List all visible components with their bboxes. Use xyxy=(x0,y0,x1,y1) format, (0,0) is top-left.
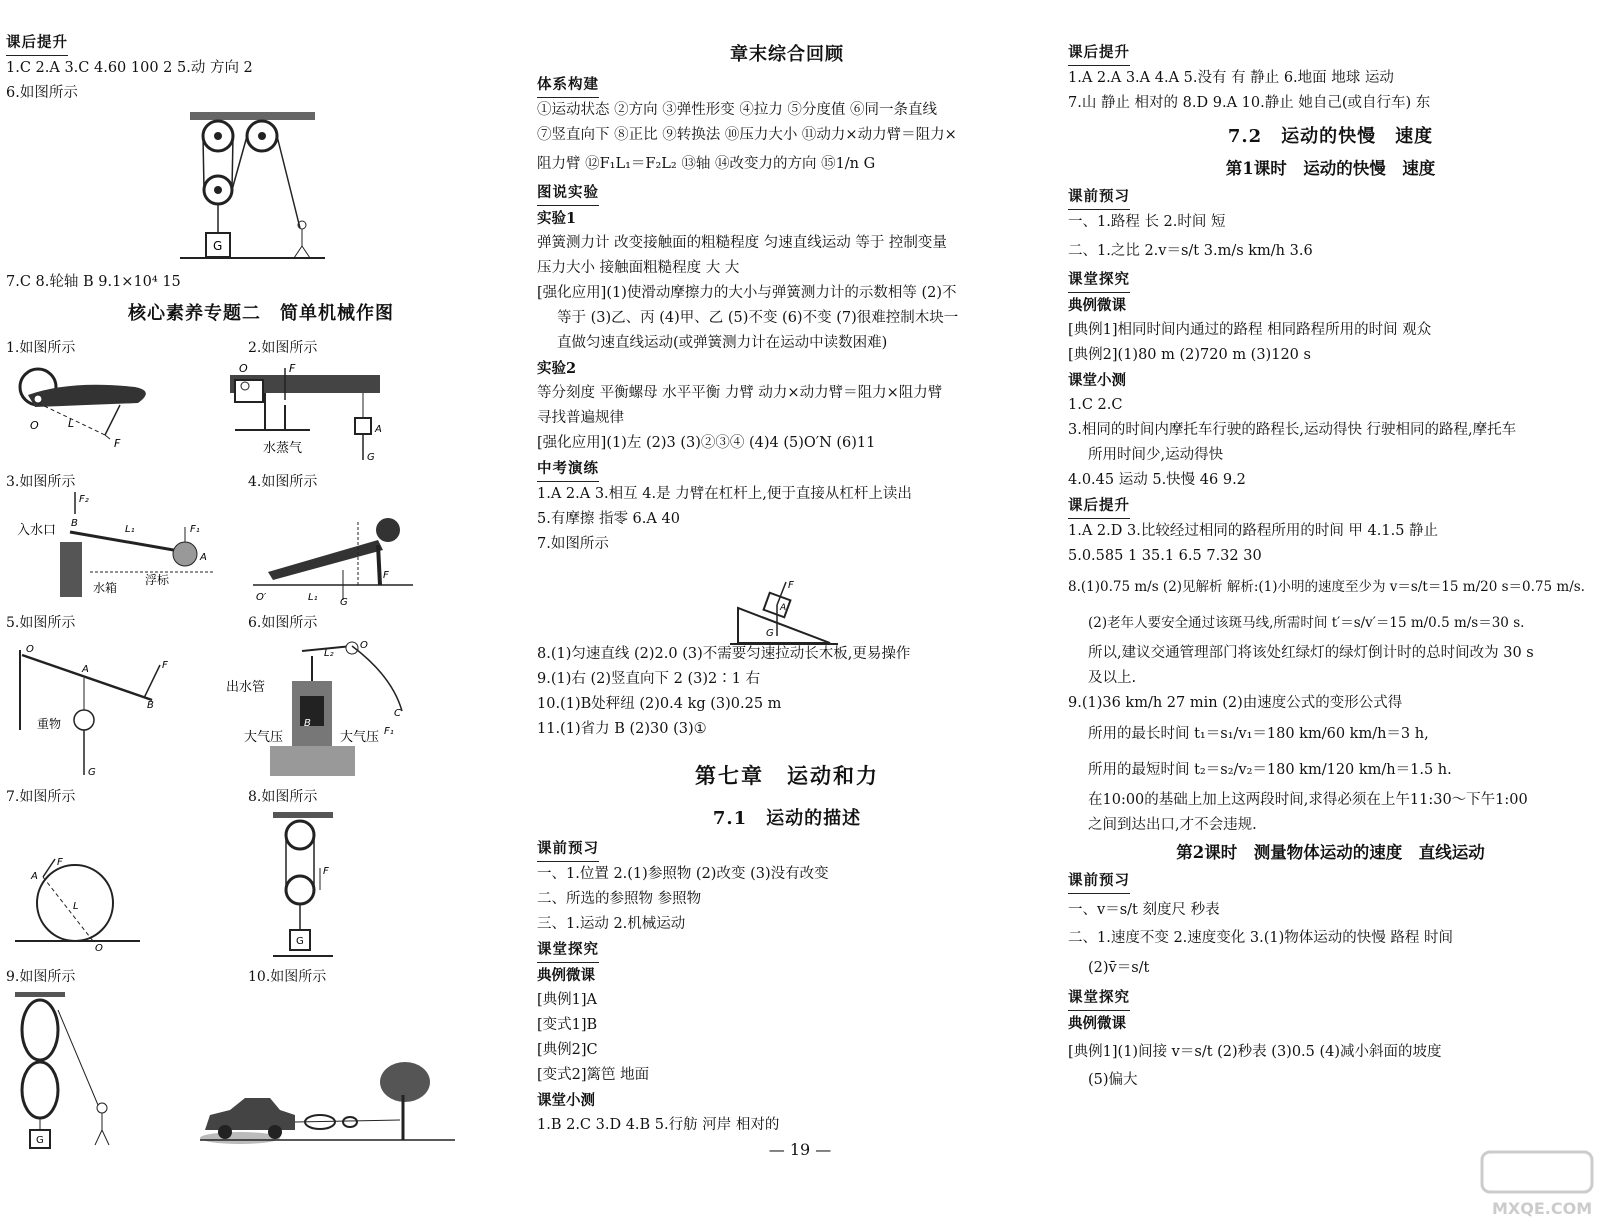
force-f1-label: F₁ xyxy=(384,726,394,737)
answer-line: 11.(1)省力 B (2)30 (3)① xyxy=(537,721,707,737)
point-a-label: A xyxy=(780,603,787,613)
answer-line: 所用的最短时间 t₂＝s₂/v₂＝180 km/120 km/h＝1.5 h. xyxy=(1088,762,1452,778)
answer-line: [变式2]篱笆 地面 xyxy=(537,1067,650,1083)
pivot-label: O′ xyxy=(256,592,267,603)
force-label: F xyxy=(383,570,389,581)
weight-label: G xyxy=(367,452,375,463)
section-tag: 课前预习 xyxy=(537,836,599,862)
chapter-title: 第七章 运动和力 xyxy=(695,763,879,788)
answer-line: 7.如图所示 xyxy=(537,536,609,552)
arm-l2-label: L₂ xyxy=(324,648,334,659)
float-label: 浮标 xyxy=(145,573,170,587)
answer-line: [典例2]C xyxy=(537,1042,598,1058)
subsection-label: 典例微课 xyxy=(1068,1015,1126,1032)
force-label: F xyxy=(323,866,329,877)
section-tag: 课后提升 xyxy=(6,30,68,56)
answer-line: 5.有摩擦 指零 6.A 40 xyxy=(537,511,680,527)
answer-line: [典例1]相同时间内通过的路程 相同路程所用的时间 观众 xyxy=(1068,322,1432,338)
section-tag: 课后提升 xyxy=(1068,40,1130,66)
figure-caption: 6.如图所示 xyxy=(248,615,318,631)
section-tag: 体系构建 xyxy=(537,72,599,98)
answer-line: 三、1.运动 2.机械运动 xyxy=(537,916,686,932)
answer-line: 1.B 2.C 3.D 4.B 5.行舫 河岸 相对的 xyxy=(537,1117,780,1133)
section-tag: 课堂探究 xyxy=(537,937,599,963)
answer-line: 压力大小 接触面粗糙程度 大 大 xyxy=(537,260,740,276)
outlet-label: 出水管 xyxy=(226,680,266,695)
answer-line: [强化应用](1)使滑动摩擦力的大小与弹簧测力计的示数相等 (2)不 xyxy=(537,285,957,301)
point-a-label: A xyxy=(31,871,38,882)
answer-line: 一、1.位置 2.(1)参照物 (2)改变 (3)没有改变 xyxy=(537,866,829,882)
force-label: F xyxy=(289,362,296,375)
answer-line: [典例1]A xyxy=(537,992,598,1008)
figure-caption: 4.如图所示 xyxy=(248,474,318,490)
tank-label: 水箱 xyxy=(93,581,118,595)
water-tank-figure xyxy=(15,492,225,602)
weight-label: G xyxy=(296,936,304,947)
section-title: 7.2 运动的快慢 速度 xyxy=(1227,126,1434,147)
weight-label: G xyxy=(88,767,96,778)
section-tag: 课前预习 xyxy=(1068,184,1130,210)
door-handle-figure xyxy=(10,365,170,450)
answer-line: 二、所选的参照物 参照物 xyxy=(537,891,702,907)
steam-label: 水蒸气 xyxy=(263,441,303,456)
weight-label: G xyxy=(766,628,774,639)
answer-line: 9.(1)右 (2)竖直向下 2 (3)2∶1 右 xyxy=(537,671,761,687)
watermark-text: MXQE.COM xyxy=(1492,1199,1593,1218)
lesson-title: 第1课时 运动的快慢 速度 xyxy=(1225,159,1436,178)
incline-block-figure xyxy=(730,578,840,650)
answer-line: [强化应用](1)左 (2)3 (3)②③④ (4)4 (5)O′N (6)11 xyxy=(537,435,876,451)
answer-line: (5)偏大 xyxy=(1088,1072,1138,1088)
answer-line: 3.相同的时间内摩托车行驶的路程长,运动得快 行驶相同的路程,摩托车 xyxy=(1068,422,1517,438)
arm-label: L xyxy=(73,901,79,912)
answer-line: 9.(1)36 km/h 27 min (2)由速度公式的变形公式得 xyxy=(1068,695,1403,711)
answer-line: 弹簧测力计 改变接触面的粗糙程度 匀速直线运动 等于 控制变量 xyxy=(537,235,947,251)
force-label: F xyxy=(162,660,168,671)
pulley-system-figure xyxy=(180,108,330,268)
answer-line: 4.0.45 运动 5.快慢 46 9.2 xyxy=(1068,472,1246,488)
answer-line: 及以上. xyxy=(1088,670,1137,686)
lever-weight-figure xyxy=(12,640,192,785)
atm-label-right: 大气压 xyxy=(340,730,380,745)
subsection-label: 课堂小测 xyxy=(537,1092,595,1109)
section-title: 7.1 运动的描述 xyxy=(712,808,862,829)
answer-line: 5.0.585 1 35.1 6.5 7.32 30 xyxy=(1068,548,1262,564)
figure-caption: 10.如图所示 xyxy=(248,969,327,985)
answer-line: 所用时间少,运动得快 xyxy=(1088,447,1224,463)
section-tag: 课堂探究 xyxy=(1068,267,1130,293)
answer-line: 一、v＝s/t 刻度尺 秒表 xyxy=(1068,902,1220,918)
answer-line: 6.如图所示 xyxy=(6,85,78,101)
car-tree-figure xyxy=(200,1060,460,1145)
pivot-label: O xyxy=(30,419,39,432)
answer-line: ⑦竖直向下 ⑧正比 ⑨转换法 ⑩压力大小 ⑪动力×动力臂＝阻力× xyxy=(537,127,957,143)
answer-line: 7.C 8.轮轴 B 9.1×10⁴ 15 xyxy=(6,274,181,290)
section-tag: 课堂探究 xyxy=(1068,985,1130,1011)
answer-line: 1.A 2.A 3.A 4.A 5.没有 有 静止 6.地面 地球 运动 xyxy=(1068,70,1394,86)
answer-line: 8.(1)匀速直线 (2)2.0 (3)不需要匀速拉动长木板,更易操作 xyxy=(537,646,911,662)
pushup-figure xyxy=(248,500,418,605)
force-f2-label: F₂ xyxy=(79,494,89,505)
answer-line: [典例1](1)间接 v＝s/t (2)秒表 (3)0.5 (4)减小斜面的坡度 xyxy=(1068,1044,1442,1060)
answer-line: 在10:00的基础上加上这两段时间,求得必须在上午11:30～下午1:00 xyxy=(1088,792,1528,808)
figure-caption: 3.如图所示 xyxy=(6,474,76,490)
point-a-label: A xyxy=(375,424,382,435)
section-tag: 图说实验 xyxy=(537,180,599,206)
hanging-pulleys-figure xyxy=(268,810,338,960)
figure-caption: 2.如图所示 xyxy=(248,340,318,356)
answer-line: [变式1]B xyxy=(537,1017,598,1033)
experiment-label: 实验1 xyxy=(537,210,577,227)
rolling-wheel-figure xyxy=(15,855,145,955)
arm-label: L xyxy=(68,417,75,430)
weight-label: G xyxy=(340,597,348,605)
answer-line: (2)老年人要安全通过该斑马线,所需时间 t′＝s/v′＝15 m/0.5 m/s＝30 s. xyxy=(1088,615,1525,631)
point-a-label: A xyxy=(82,664,89,675)
left-column xyxy=(6,30,516,106)
figure-caption: 9.如图所示 xyxy=(6,969,76,985)
water-pump-figure xyxy=(222,636,422,776)
figure-caption: 8.如图所示 xyxy=(248,789,318,805)
answer-line: (2)v̄＝s/t xyxy=(1088,960,1150,976)
subsection-label: 课堂小测 xyxy=(1068,372,1126,389)
force-label: F xyxy=(788,580,794,591)
arm-l1-label: L₁ xyxy=(125,524,135,535)
answer-line: 10.(1)B处秤纽 (2)0.4 kg (3)0.25 m xyxy=(537,696,782,712)
point-c-label: C xyxy=(394,708,401,719)
lesson-title: 第2课时 测量物体运动的速度 直线运动 xyxy=(1176,843,1485,862)
point-b-label: B xyxy=(147,700,154,711)
topic-title: 核心素养专题二 简单机械作图 xyxy=(128,303,394,324)
subsection-label: 典例微课 xyxy=(1068,297,1126,314)
section-tag: 课前预习 xyxy=(1068,868,1130,894)
section-tag: 课后提升 xyxy=(1068,493,1130,519)
inlet-label: 入水口 xyxy=(17,523,57,538)
point-b-label: B xyxy=(304,718,311,729)
answer-line: 一、1.路程 长 2.时间 短 xyxy=(1068,214,1226,230)
right-column xyxy=(1068,40,1593,1093)
section-tag: 中考演练 xyxy=(537,456,599,482)
atm-label-left: 大气压 xyxy=(244,730,284,745)
answer-line: 1.A 2.D 3.比较经过相同的路程所用的时间 甲 4.1.5 静止 xyxy=(1068,523,1439,539)
point-a-label: A xyxy=(200,552,207,563)
page-number: — 19 — xyxy=(768,1140,832,1159)
answer-line: 8.(1)0.75 m/s (2)见解析 解析:(1)小明的速度至少为 v＝s/t＝15 m/20 s＝0.75 m/s. xyxy=(1068,579,1585,595)
answer-line: 阻力臂 ⑫F₁L₁＝F₂L₂ ⑬轴 ⑭改变力的方向 ⑮1/n G xyxy=(537,156,876,172)
answer-line: 等于 (3)乙、丙 (4)甲、乙 (5)不变 (6)不变 (7)很难控制木块一 xyxy=(557,310,959,326)
answer-line: 1.A 2.A 3.相互 4.是 力臂在杠杆上,便于直接从杠杆上读出 xyxy=(537,486,912,502)
weight-label: G xyxy=(36,1135,44,1146)
answer-line: 寻找普遍规律 xyxy=(537,410,624,426)
subsection-label: 典例微课 xyxy=(537,967,595,984)
force-f1-label: F₁ xyxy=(190,524,200,535)
chapter-review-title: 章末综合回顾 xyxy=(730,44,844,65)
answer-line: 之间到达出口,才不会违规. xyxy=(1088,817,1257,833)
answer-line: [典例2](1)80 m (2)720 m (3)120 s xyxy=(1068,347,1311,363)
steam-valve-figure xyxy=(225,360,425,465)
answer-line: 7.山 静止 相对的 8.D 9.A 10.静止 她自己(或自行车) 东 xyxy=(1068,95,1431,111)
answer-line: 二、1.速度不变 2.速度变化 3.(1)物体运动的快慢 路程 时间 xyxy=(1068,930,1453,946)
answer-line: 二、1.之比 2.v＝s/t 3.m/s km/h 3.6 xyxy=(1068,243,1313,259)
weight-label: G xyxy=(213,239,223,253)
answer-line: 1.C 2.A 3.C 4.60 100 2 5.动 方向 2 xyxy=(6,60,253,76)
force-label: F xyxy=(114,437,121,450)
answer-line: 等分刻度 平衡螺母 水平平衡 力臂 动力×动力臂＝阻力×阻力臂 xyxy=(537,385,943,401)
answer-line: 1.C 2.C xyxy=(1068,397,1123,413)
pivot-label: O xyxy=(95,943,103,954)
pivot-label: O xyxy=(360,640,368,651)
answer-line: ①运动状态 ②方向 ③弹性形变 ④拉力 ⑤分度值 ⑥同一条直线 xyxy=(537,102,938,118)
figure-caption: 5.如图所示 xyxy=(6,615,76,631)
answer-line: 直做匀速直线运动(或弹簧测力计在运动中读数困难) xyxy=(557,335,888,351)
figure-caption: 7.如图所示 xyxy=(6,789,76,805)
pivot-label: O xyxy=(239,362,248,375)
pivot-label: O xyxy=(26,644,34,655)
answer-line: 所用的最长时间 t₁＝s₁/v₁＝180 km/60 km/h＝3 h, xyxy=(1088,726,1429,742)
experiment-label: 实验2 xyxy=(537,360,577,377)
force-label: F xyxy=(57,857,63,868)
figure-caption: 1.如图所示 xyxy=(6,340,76,356)
weight-object-label: 重物 xyxy=(37,717,62,731)
point-b-label: B xyxy=(71,518,78,529)
arm-l1-label: L₁ xyxy=(308,592,318,603)
watermark-logo xyxy=(1480,1150,1595,1220)
block-tackle-figure xyxy=(10,990,120,1150)
answer-line: 所以,建议交通管理部门将该处红绿灯的绿灯倒计时的总时间改为 30 s xyxy=(1088,645,1534,661)
